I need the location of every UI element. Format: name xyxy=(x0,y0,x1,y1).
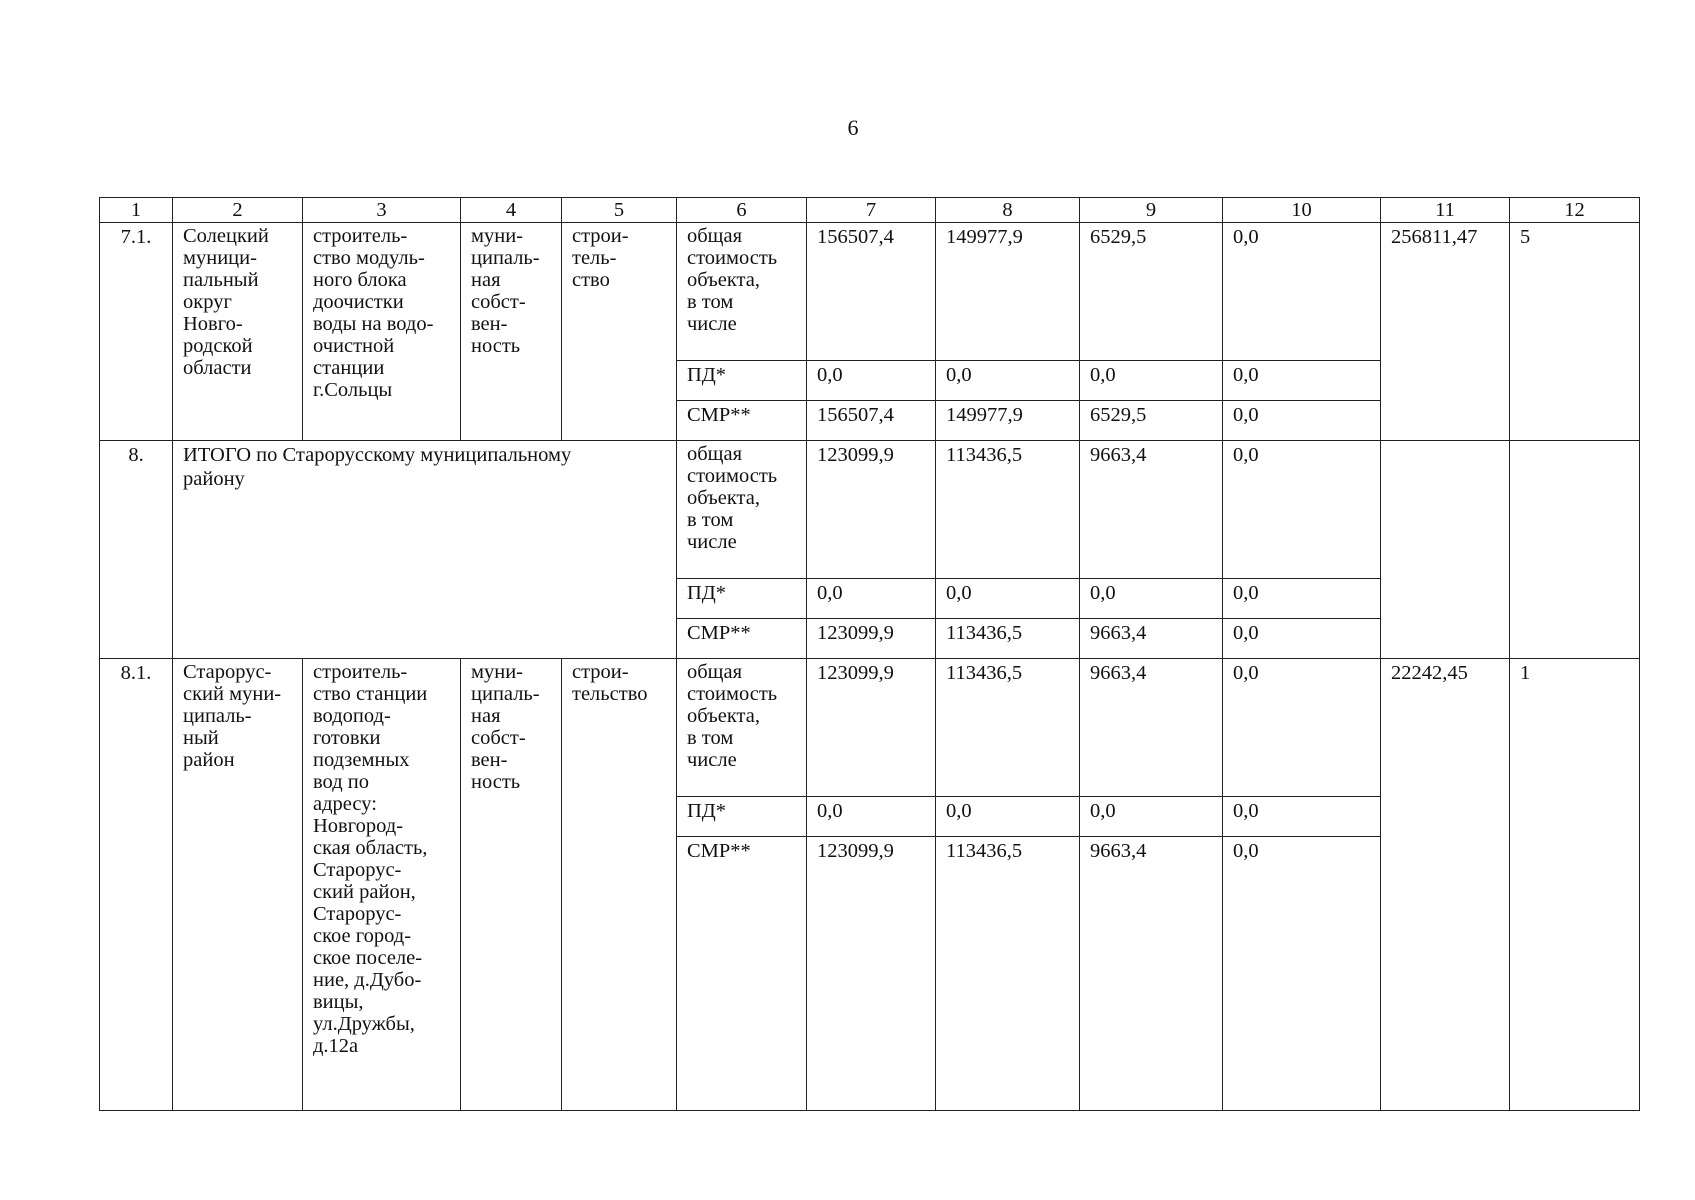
col11-cell: 256811,47 xyxy=(1381,223,1510,441)
territory-cell: Солецкий муници- пальный округ Новго- родской области xyxy=(173,223,303,441)
sub-label-smr: СМР** xyxy=(677,401,807,441)
value-cell: 0,0 xyxy=(1223,579,1381,619)
work-type-cell: строи- тельство xyxy=(562,659,677,1111)
column-number: 7 xyxy=(807,198,936,223)
value-cell: 9663,4 xyxy=(1080,619,1223,659)
table-row xyxy=(100,223,1640,361)
value-cell: 123099,9 xyxy=(807,619,936,659)
table-row xyxy=(100,441,1640,579)
district-total-title: ИТОГО по Старорусскому муниципальному району xyxy=(173,441,677,659)
page-number: 6 xyxy=(847,115,859,140)
value-cell: 113436,5 xyxy=(936,441,1080,579)
value-cell: 123099,9 xyxy=(807,441,936,579)
value-cell: 123099,9 xyxy=(807,659,936,797)
value-cell: 113436,5 xyxy=(936,619,1080,659)
object-cell: строитель- ство станции водопод- готовки подземных вод по адресу: Новгород- ская область, Старорус- ский район, Старорус- ское город- ское поселе- ние, д.Дубо- вицы, ул.Дружбы, д.12а xyxy=(303,659,461,1111)
value-cell: 6529,5 xyxy=(1080,401,1223,441)
col12-cell: 1 xyxy=(1510,659,1640,1111)
sub-label-total: общая стоимость объекта, в том числе xyxy=(677,223,807,361)
column-number: 6 xyxy=(677,198,807,223)
value-cell: 156507,4 xyxy=(807,223,936,361)
ownership-cell: муни- ципаль- ная собст- вен- ность xyxy=(461,223,562,441)
value-cell: 0,0 xyxy=(1223,223,1381,361)
object-cell: строитель- ство модуль- ного блока доочистки воды на водо- очистной станции г.Сольцы xyxy=(303,223,461,441)
value-cell: 0,0 xyxy=(1223,837,1381,1111)
value-cell: 0,0 xyxy=(807,797,936,837)
value-cell: 149977,9 xyxy=(936,401,1080,441)
col11-cell: 22242,45 xyxy=(1381,659,1510,1111)
sub-label-smr: СМР** xyxy=(677,837,807,1111)
value-cell: 0,0 xyxy=(1223,619,1381,659)
column-number: 2 xyxy=(173,198,303,223)
sub-label-total: общая стоимость объекта, в том числе xyxy=(677,659,807,797)
value-cell: 9663,4 xyxy=(1080,659,1223,797)
value-cell: 113436,5 xyxy=(936,659,1080,797)
column-number: 8 xyxy=(936,198,1080,223)
sub-label-smr: СМР** xyxy=(677,619,807,659)
col12-cell: 5 xyxy=(1510,223,1640,441)
value-cell: 0,0 xyxy=(1223,401,1381,441)
table-row xyxy=(100,659,1640,797)
column-number: 11 xyxy=(1381,198,1510,223)
sub-label-pd: ПД* xyxy=(677,579,807,619)
value-cell: 0,0 xyxy=(1080,579,1223,619)
row-number: 8. xyxy=(100,441,173,659)
value-cell: 149977,9 xyxy=(936,223,1080,361)
column-number-row xyxy=(100,198,1640,223)
column-number: 4 xyxy=(461,198,562,223)
value-cell: 0,0 xyxy=(936,579,1080,619)
sub-label-pd: ПД* xyxy=(677,361,807,401)
column-number: 5 xyxy=(562,198,677,223)
value-cell: 0,0 xyxy=(1223,659,1381,797)
value-cell: 113436,5 xyxy=(936,837,1080,1111)
value-cell: 0,0 xyxy=(1223,441,1381,579)
value-cell: 0,0 xyxy=(1080,797,1223,837)
row-number: 8.1. xyxy=(100,659,173,1111)
column-number: 9 xyxy=(1080,198,1223,223)
ownership-cell: муни- ципаль- ная собст- вен- ность xyxy=(461,659,562,1111)
value-cell: 0,0 xyxy=(1223,361,1381,401)
work-type-cell: строи- тель- ство xyxy=(562,223,677,441)
col12-cell xyxy=(1510,441,1640,659)
value-cell: 123099,9 xyxy=(807,837,936,1111)
territory-cell: Старорус- ский муни- ципаль- ный район xyxy=(173,659,303,1111)
value-cell: 6529,5 xyxy=(1080,223,1223,361)
column-number: 12 xyxy=(1510,198,1640,223)
sub-label-total: общая стоимость объекта, в том числе xyxy=(677,441,807,579)
column-number: 10 xyxy=(1223,198,1381,223)
value-cell: 9663,4 xyxy=(1080,837,1223,1111)
objects-table xyxy=(99,197,1640,1111)
value-cell: 0,0 xyxy=(1223,797,1381,837)
value-cell: 156507,4 xyxy=(807,401,936,441)
column-number: 3 xyxy=(303,198,461,223)
sub-label-pd: ПД* xyxy=(677,797,807,837)
value-cell: 0,0 xyxy=(936,361,1080,401)
value-cell: 9663,4 xyxy=(1080,441,1223,579)
row-number: 7.1. xyxy=(100,223,173,441)
col11-cell xyxy=(1381,441,1510,659)
value-cell: 0,0 xyxy=(1080,361,1223,401)
value-cell: 0,0 xyxy=(807,579,936,619)
value-cell: 0,0 xyxy=(807,361,936,401)
column-number: 1 xyxy=(100,198,173,223)
value-cell: 0,0 xyxy=(936,797,1080,837)
